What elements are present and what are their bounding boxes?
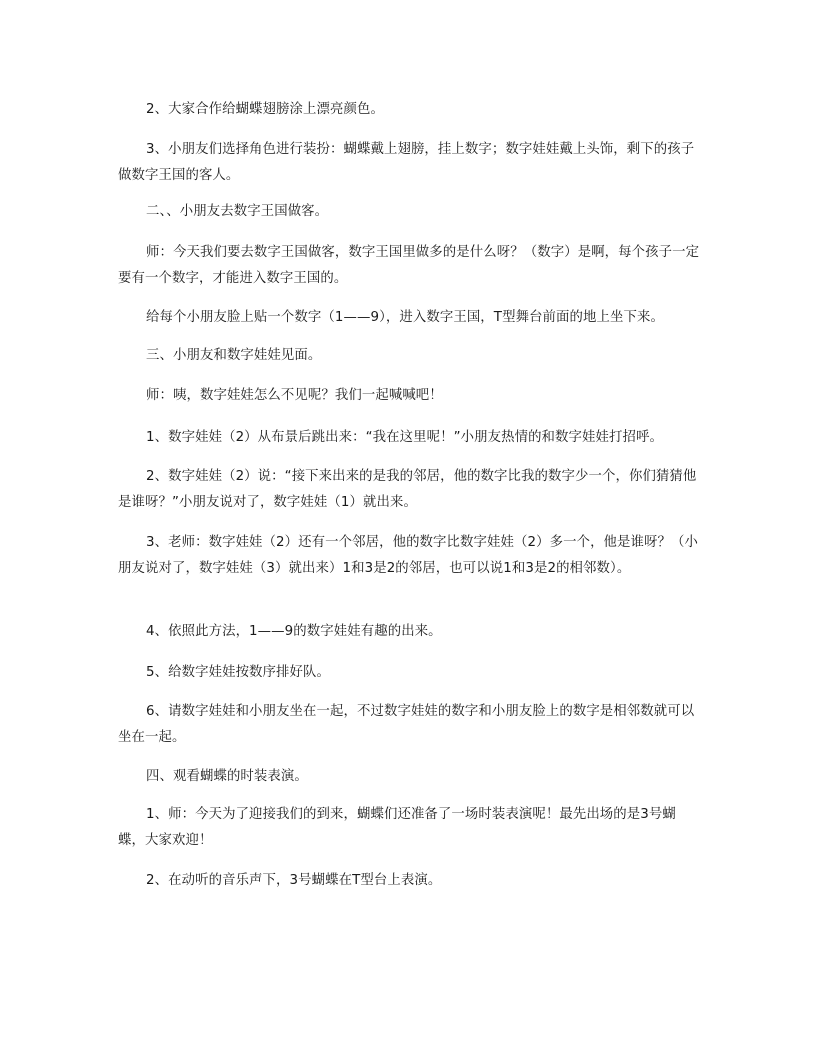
paragraph-doll-3-neighbor: 3、老师：数字娃娃（2）还有一个邻居，他的数字比数字娃娃（2）多一个，他是谁呀？（小朋友说对了，数字娃娃（3）就出来）1和3是2的邻居，也可以说1和3是2的相邻数）。 [118,535,698,576]
paragraph-step-4: 4、依照此方法，1——9的数字娃娃有趣的出来。 [146,624,442,639]
section-heading-4: 四、观看蝴蝶的时装表演。 [146,769,308,784]
paragraph-doll-2-neighbor: 2、数字娃娃（2）说：“接下来出来的是我的邻居，他的数字比我的数字少一个，你们猜猜他是谁呀？”小朋友说对了，数字娃娃（1）就出来。 [118,469,697,510]
paragraph-step-3-costumes: 3、小朋友们选择角色进行装扮：蝴蝶戴上翅膀，挂上数字；数字娃娃戴上头饰，剩下的孩子做数字王国的客人。 [118,142,695,183]
paragraph-fashion-show-intro: 1、师：今天为了迎接我们的到来，蝴蝶们还准备了一场时装表演呢！最先出场的是3号蝴蝶，大家欢迎！ [118,807,676,848]
paragraph-doll-2-appears: 1、数字娃娃（2）从布景后跳出来：“我在这里呢！”小朋友热情的和数字娃娃打招呼。 [146,430,663,445]
section-heading-3: 三、小朋友和数字娃娃见面。 [146,348,322,363]
section-heading-2: 二、、小朋友去数字王国做客。 [146,204,329,219]
paragraph-step-5: 5、给数字娃娃按数序排好队。 [146,665,330,680]
paragraph-fashion-show-step-2: 2、在动听的音乐声下，3号蝴蝶在T型台上表演。 [146,873,442,888]
paragraph-teacher-intro: 师：今天我们要去数字王国做客，数字王国里做多的是什么呀？（数字）是啊，每个孩子一定要有一个数字，才能进入数字王国的。 [118,245,700,286]
paragraph-stickers: 给每个小朋友脸上贴一个数字（1——9），进入数字王国，T型舞台前面的地上坐下来。 [146,310,664,325]
paragraph-teacher-call: 师：咦，数字娃娃怎么不见呢？我们一起喊喊吧！ [146,388,443,403]
paragraph-step-2-coloring: 2、大家合作给蝴蝶翅膀涂上漂亮颜色。 [146,102,384,117]
paragraph-step-6: 6、请数字娃娃和小朋友坐在一起，不过数字娃娃的数字和小朋友脸上的数字是相邻数就可以坐在一起。 [118,704,695,745]
